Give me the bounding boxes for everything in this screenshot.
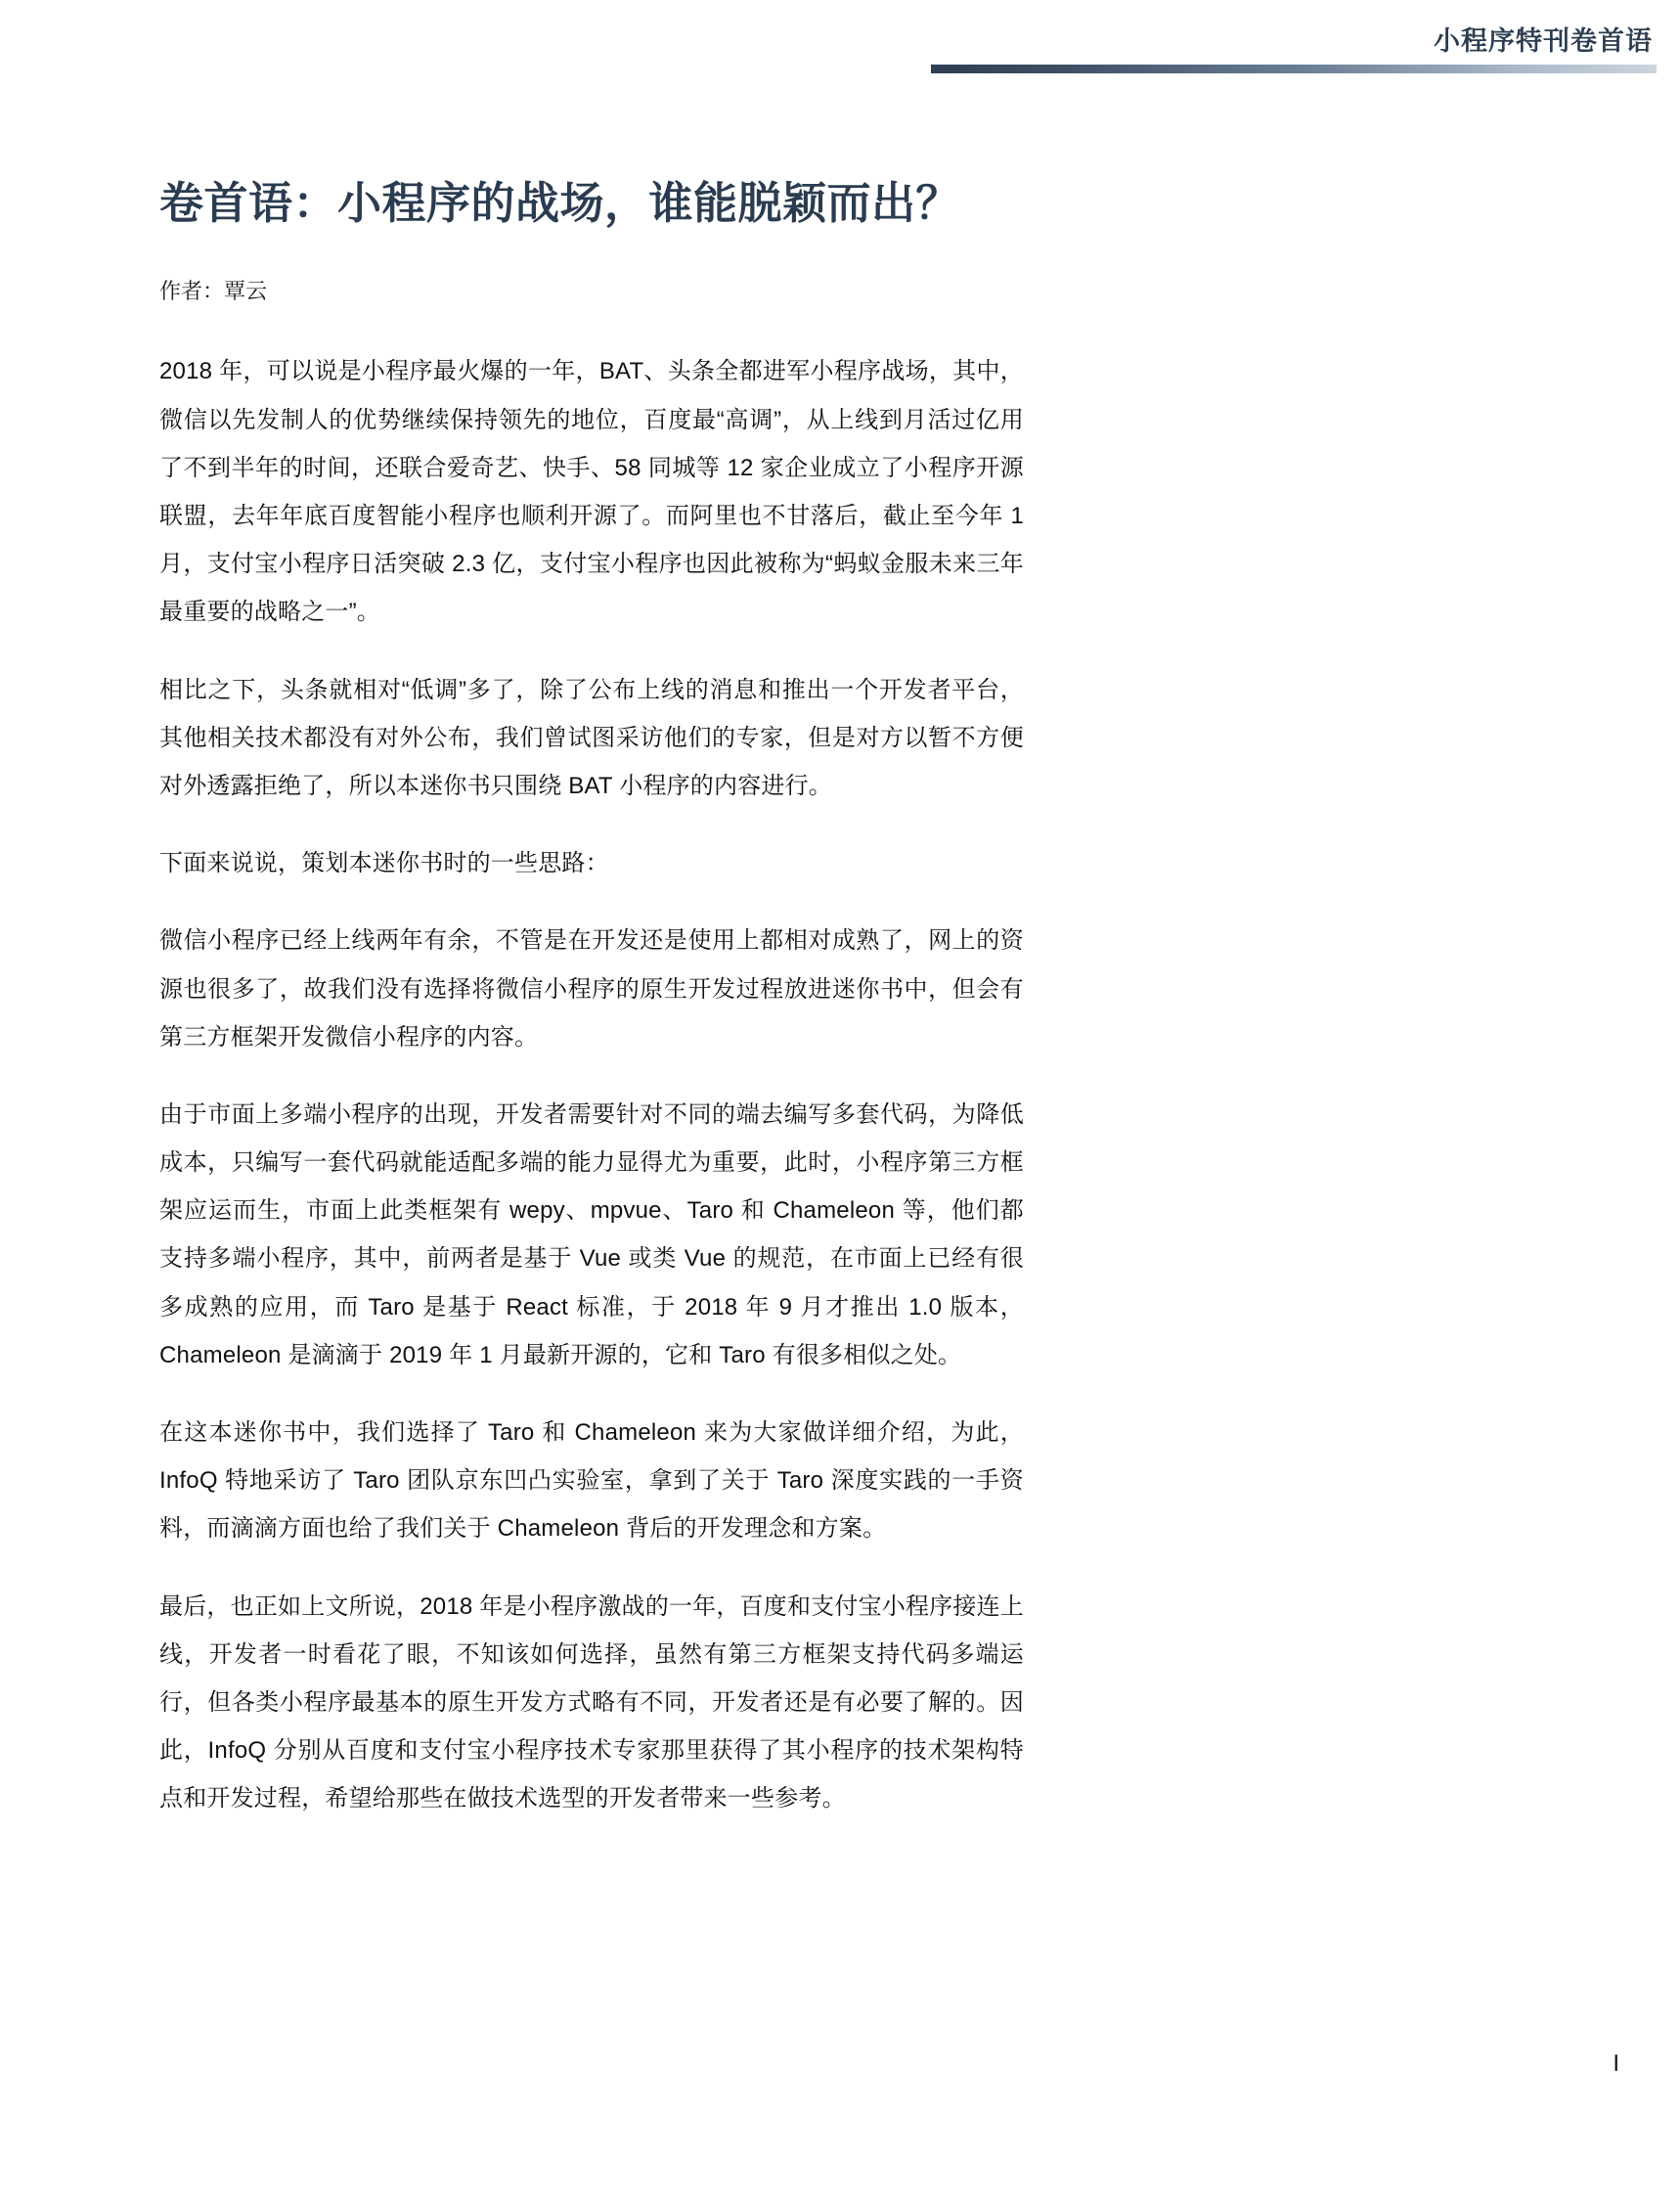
body-paragraph: 下面来说说，策划本迷你书时的一些思路： (159, 850, 609, 877)
body-paragraph: 最后，也正如上文所说，2018 年是小程序激战的一年，百度和支付宝小程序接连上线，开发者一时看花了眼，不知该如何选择，虽然有第三方框架支持代码多端运行，但各类小程序最基本的原生开发方式略有不同，开发者还是有必要了解的。因此，InfoQ 分别从百度和支付宝小程序技术专家那里获得了其小程序的技术架构特点和开发过程，希望给那些在做技术选型的开发者带来一些参考。 (159, 1592, 1024, 1813)
article-body (159, 176, 1024, 1823)
running-header (773, 25, 1653, 63)
header-gradient-rule (931, 65, 1657, 73)
body-paragraph: 微信小程序已经上线两年有余，不管是在开发还是使用上都相对成熟了，网上的资源也很多了，故我们没有选择将微信小程序的原生开发过程放进迷你书中，但会有第三方框架开发微信小程序的内容。 (159, 927, 1024, 1051)
page-number: I (1613, 2050, 1619, 2077)
page-title: 卷首语：小程序的战场，谁能脱颖而出？ (159, 178, 961, 228)
body-paragraph: 在这本迷你书中，我们选择了 Taro 和 Chameleon 来为大家做详细介绍，为此，InfoQ 特地采访了 Taro 团队京东凹凸实验室，拿到了关于 Taro 深度实践的一手资料，而滴滴方面也给了我们关于 Chameleon 背后的开发理念和方案。 (159, 1419, 1024, 1543)
running-header-title: 小程序特刊卷首语 (1434, 26, 1653, 56)
body-paragraph: 由于市面上多端小程序的出现，开发者需要针对不同的端去编写多套代码，为降低成本，只编写一套代码就能适配多端的能力显得尤为重要，此时，小程序第三方框架应运而生，市面上此类框架有 wepy、mpvue、Taro 和 Chameleon 等，他们都支持多端小程序，其中，前两者是基于 Vue 或类 Vue 的规范，在市面上已经有很多成熟的应用，而 Taro 是基于 React 标准，于 2018 年 9 月才推出 1.0 版本，Chameleon 是滴滴于 2019 年 1 月最新开源的，它和 Taro 有很多相似之处。 (159, 1100, 1024, 1368)
body-paragraph: 2018 年，可以说是小程序最火爆的一年，BAT、头条全都进军小程序战场，其中，微信以先发制人的优势继续保持领先的地位，百度最“高调”，从上线到月活过亿用了不到半年的时间，还联合爱奇艺、快手、58 同城等 12 家企业成立了小程序开源联盟，去年年底百度智能小程序也顺利开源了。而阿里也不甘落后，截止至今年 1 月，支付宝小程序日活突破 2.3 亿，支付宝小程序也因此被称为“蚂蚁金服未来三年最重要的战略之一”。 (159, 358, 1024, 626)
body-paragraph: 相比之下，头条就相对“低调”多了，除了公布上线的消息和推出一个开发者平台，其他相关技术都没有对外公布，我们曾试图采访他们的专家，但是对方以暂不方便对外透露拒绝了，所以本迷你书只围绕 BAT 小程序的内容进行。 (159, 676, 1024, 799)
author-byline: 作者：覃云 (159, 279, 268, 304)
